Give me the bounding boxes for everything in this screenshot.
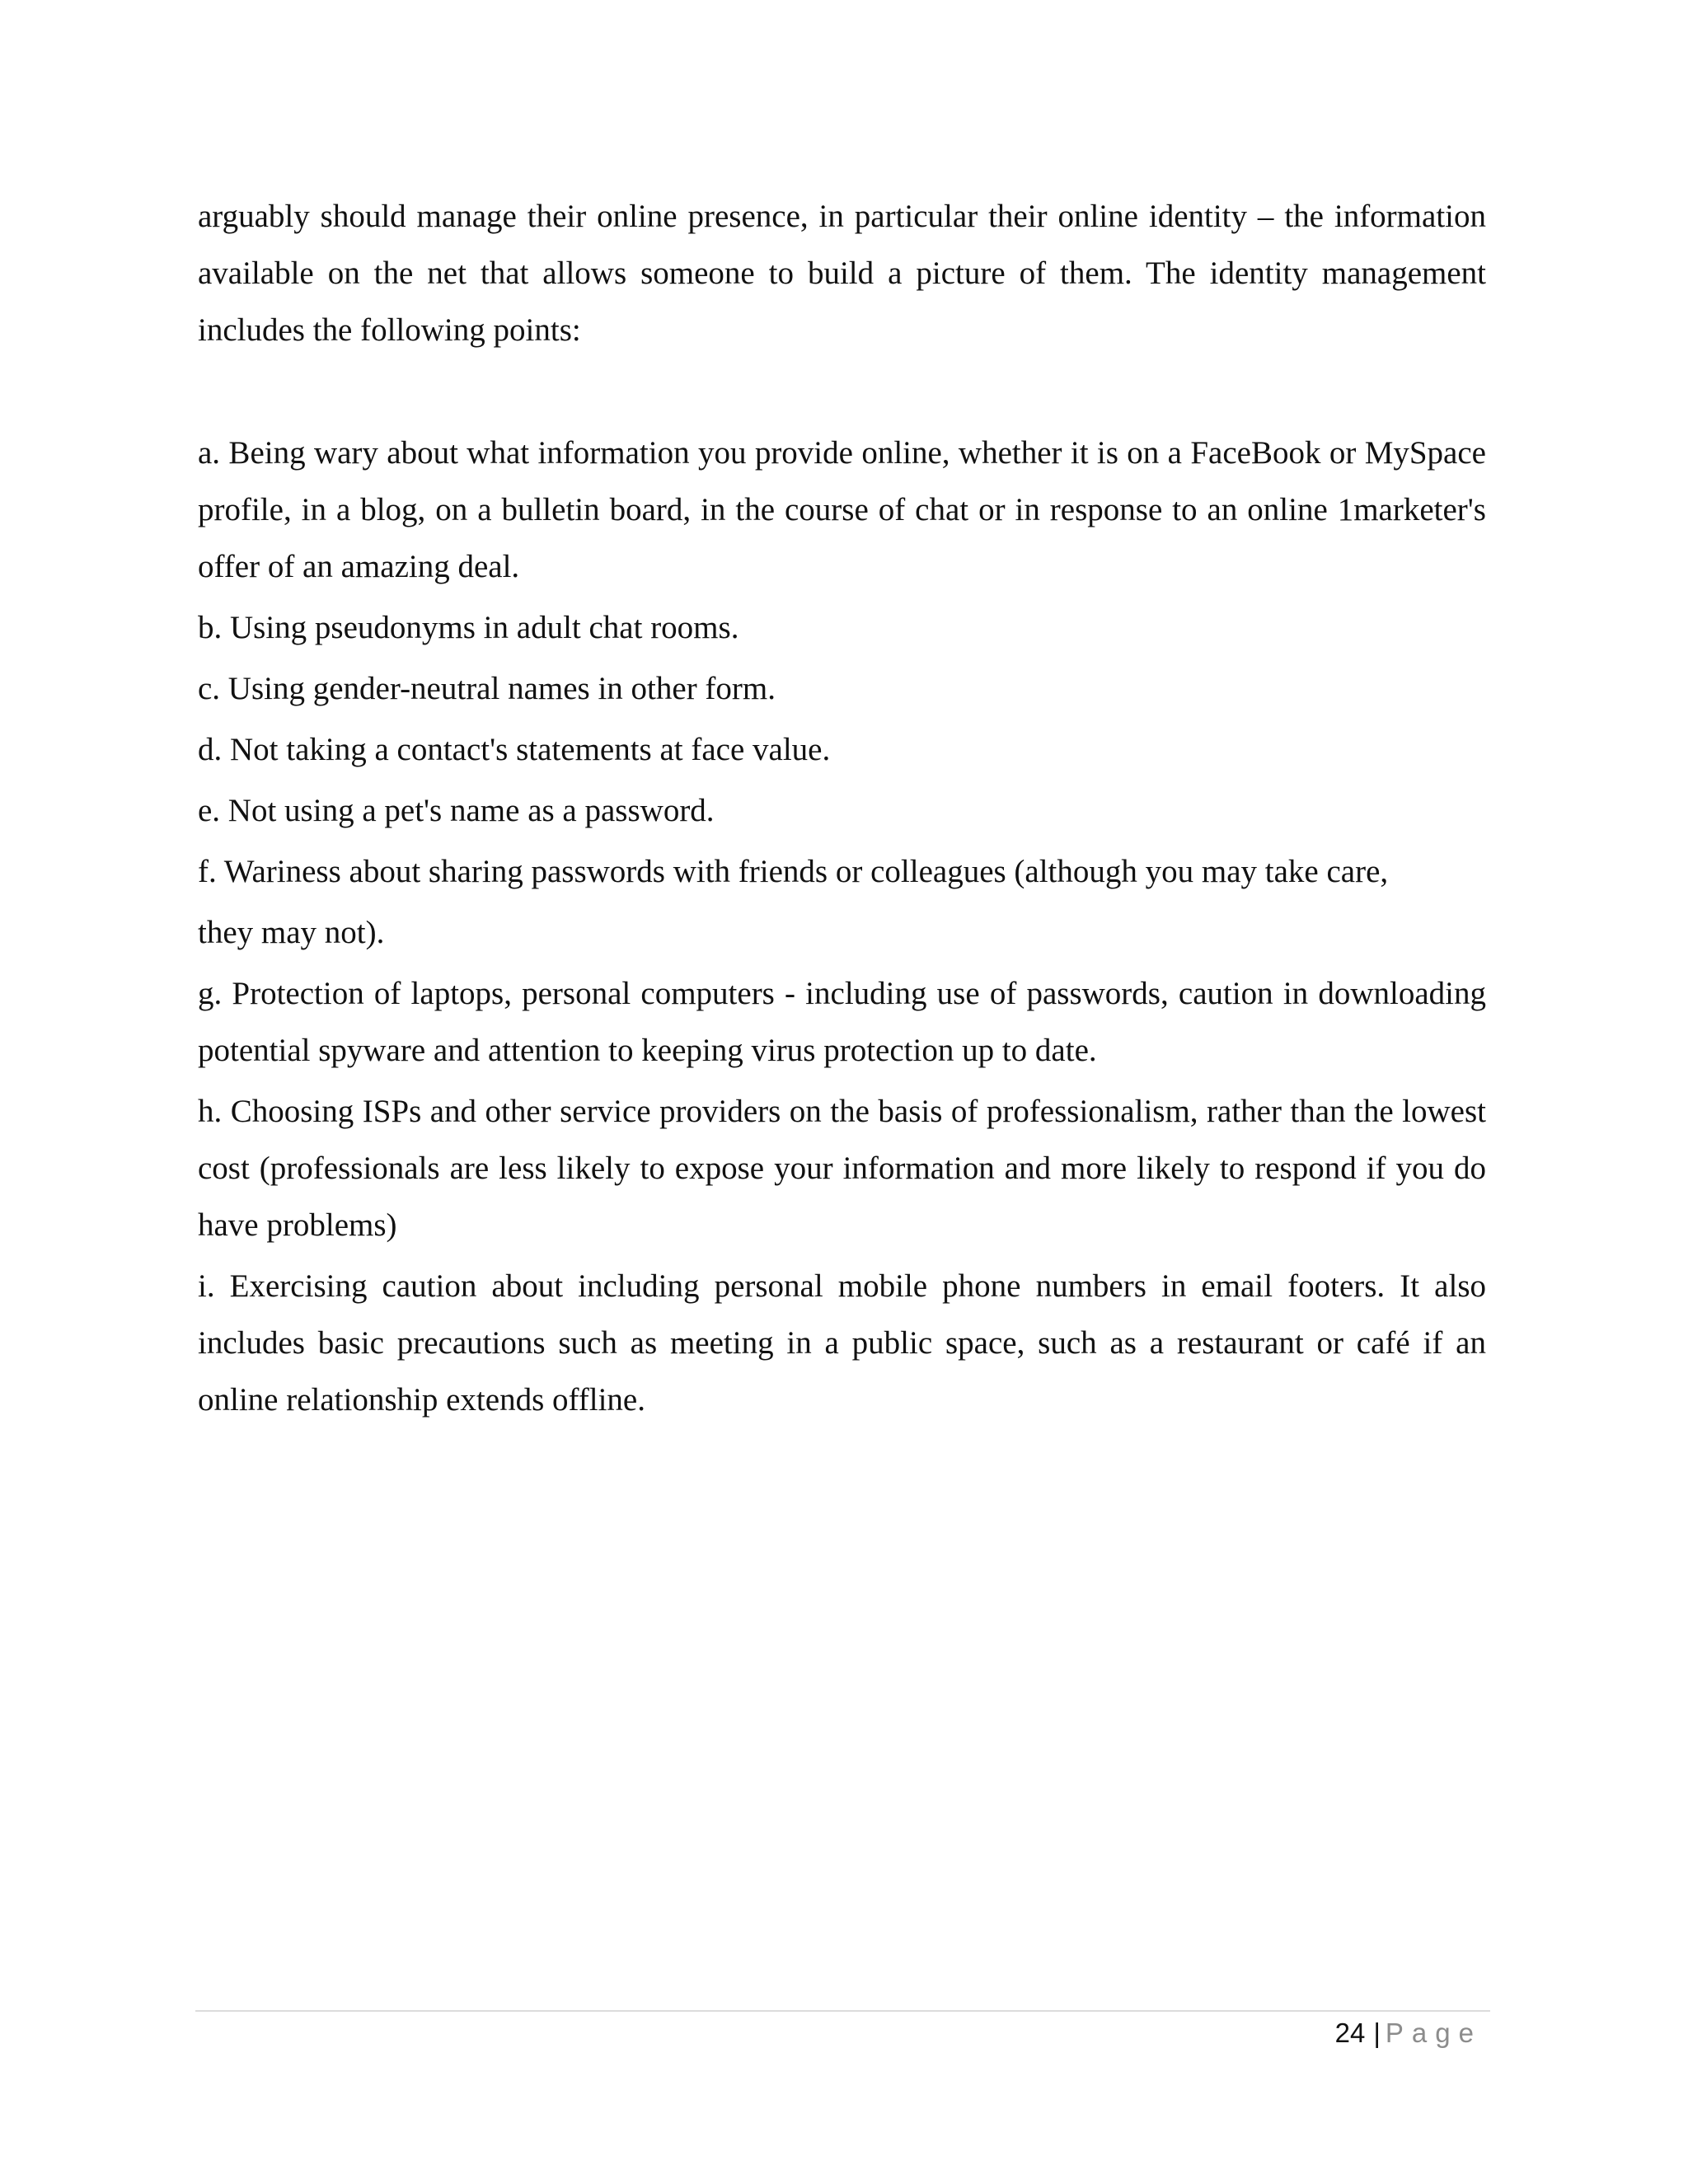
page-footer xyxy=(1335,2013,1482,2054)
list-item-f-continuation: they may not). xyxy=(198,915,385,950)
footer-divider xyxy=(195,2010,1490,2012)
footer-separator: | xyxy=(1373,2018,1381,2048)
list-item-i: i. Exercising caution about including personal mobile phone numbers in email footers. It also includes basic precautions such as meeting in a public space, such as a restaurant or café if an online relationship extends offline. xyxy=(198,1268,1486,1418)
intro-paragraph: arguably should manage their online presence, in particular their online identity – the information available on the net that allows someone to build a picture of them. The identity management includes the following points: xyxy=(198,199,1486,348)
list-item-h: h. Choosing ISPs and other service providers on the basis of professionalism, rather than the lowest cost (professionals are less likely to expose your information and more likely to respond if you do have problems) xyxy=(198,1094,1486,1243)
page-label: Page xyxy=(1385,2018,1482,2048)
list-item-f: f. Wariness about sharing passwords with friends or colleagues (although you may take care, xyxy=(198,854,1389,889)
list-item-e: e. Not using a pet's name as a password. xyxy=(198,793,715,828)
list-item-g: g. Protection of laptops, personal computers - including use of passwords, caution in downloading potential spyware and attention to keeping virus protection up to date. xyxy=(198,976,1486,1068)
page-number: 24 xyxy=(1334,2018,1366,2048)
page-body xyxy=(198,188,1486,1432)
list-item-a: a. Being wary about what information you provide online, whether it is on a FaceBook or MySpace profile, in a blog, on a bulletin board, in the course of chat or in response to an online 1marketer's offer of an amazing deal. xyxy=(198,435,1486,584)
list-item-d: d. Not taking a contact's statements at face value. xyxy=(198,732,831,767)
list-item-c: c. Using gender-neutral names in other form. xyxy=(198,671,776,706)
list-item-b: b. Using pseudonyms in adult chat rooms. xyxy=(198,610,739,645)
